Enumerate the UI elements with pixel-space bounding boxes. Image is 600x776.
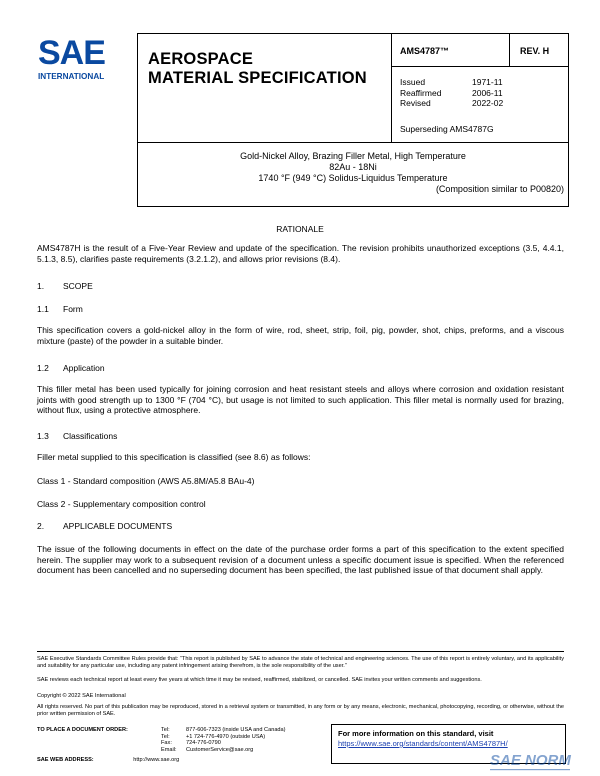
footer-rights-text: All rights reserved. No part of this publication may be reproduced, stored in a retrieval system or transmitted, in any form or by any means, electronic, mechanical, photocopying, recording, or otherwise, without the prior written permission of SAE. — [37, 704, 564, 717]
section-1-2-text: This filler metal has been used typically for joining corrosion and heat resistant steels and alloys where corrosion and oxidation resistant joints with good strength up to 1300 °F (704 °C), but usage is not limited to such application. This filler metal is normally used for brazing, without flux, using a protective atmosphere. — [37, 384, 564, 416]
footer-review-text: SAE reviews each technical report at least every five years at which time it may be revised, reaffirmed, stabilized, or cancelled. SAE invites your written comments and suggestions. — [37, 677, 482, 683]
footer-rule — [37, 651, 564, 652]
section-2-text: The issue of the following documents in effect on the date of the purchase order forms a part of this specification to the extent specified herein. The supplier may work to a subsequent revision of a document unless a specific document issue is specified. When the referenced document has been cancelled and no superseding document has been specified, the last published issue of that document shall apply. — [37, 544, 564, 576]
section-1-1-heading: 1.1 Form — [37, 304, 83, 314]
section-1-3-heading: 1.3 Classifications — [37, 431, 118, 441]
section-1-2-heading: 1.2 Application — [37, 363, 105, 373]
class-1-text: Class 1 - Standard composition (AWS A5.8M/A5.8 BAu-4) — [37, 476, 255, 486]
more-info-text: For more information on this standard, visit — [338, 729, 494, 738]
superseding-note: Superseding AMS4787G — [400, 124, 494, 134]
header-box — [137, 33, 569, 143]
class-2-text: Class 2 - Supplementary composition control — [37, 499, 206, 509]
section-1-heading: 1. SCOPE — [37, 281, 93, 291]
description-line-2: 82Au - 18Ni — [329, 162, 377, 172]
section-1-1-text: This specification covers a gold-nickel alloy in the form of wire, rod, sheet, strip, foil, pig, powder, shot, chips, preforms, and a viscous mixture (paste) of the powder in a suitable binder. — [37, 325, 564, 346]
footer-rules-text: SAE Executive Standards Committee Rules provide that: “This report is published by SAE to advance the state of technical and engineering sciences. The use of this report is entirely voluntary, and its applicability and suitability for any particular use, including any patent infringement arising therefrom, is the sole responsibility of the user.” — [37, 656, 564, 669]
order-label: TO PLACE A DOCUMENT ORDER: — [37, 727, 128, 733]
description-line-1: Gold-Nickel Alloy, Brazing Filler Metal, High Temperature — [240, 151, 466, 161]
rationale-heading: RATIONALE — [276, 224, 324, 234]
web-address-link[interactable]: http://www.sae.org — [133, 757, 180, 763]
customer-service-email-link[interactable]: CustomerService@sae.org — [186, 747, 254, 754]
standard-link[interactable]: https://www.sae.org/standards/content/AMS4787H/ — [338, 739, 508, 748]
spec-number: AMS4787™ — [400, 46, 450, 56]
contact-values: 877-606-7323 (inside USA and Canada) +1 724-776-4970 (outside USA) 724-776-0790 CustomerService@sae.org — [186, 727, 286, 754]
watermark-logo — [482, 745, 577, 775]
revision-label: REV. H — [520, 46, 550, 56]
section-2-heading: 2. APPLICABLE DOCUMENTS — [37, 521, 173, 531]
date-history: Issued 1971-11 Reaffirmed 2006-11 Revised 2022-02 — [400, 77, 504, 108]
sae-logo — [36, 34, 126, 84]
footer-copyright: Copyright © 2022 SAE International — [37, 693, 126, 699]
sae-logo-subtext: INTERNATIONAL — [38, 72, 105, 81]
contact-labels: Tel: Tel: Fax: Email: — [161, 727, 177, 754]
description-box — [137, 142, 569, 207]
document-type-title: AEROSPACE MATERIAL SPECIFICATION — [148, 50, 367, 87]
description-line-3: 1740 °F (949 °C) Solidus-Liquidus Temperature — [258, 173, 448, 183]
section-1-3-text: Filler metal supplied to this specification is classified (see 8.6) as follows: — [37, 452, 311, 462]
watermark-text: SAE NORM — [490, 752, 571, 769]
web-address: SAE WEB ADDRESS: http://www.sae.org — [37, 757, 180, 763]
description-line-4: (Composition similar to P00820) — [435, 184, 564, 194]
sae-logo-text: SAE — [38, 34, 105, 72]
rationale-text: AMS4787H is the result of a Five-Year Review and update of the specification. The revision prohibits unauthorized exceptions (3.5, 4.4.1, 5.1.3, 8.5), clarifies paste requirements (3.2.1.2), and allows prior revisions (8.4). — [37, 243, 564, 264]
